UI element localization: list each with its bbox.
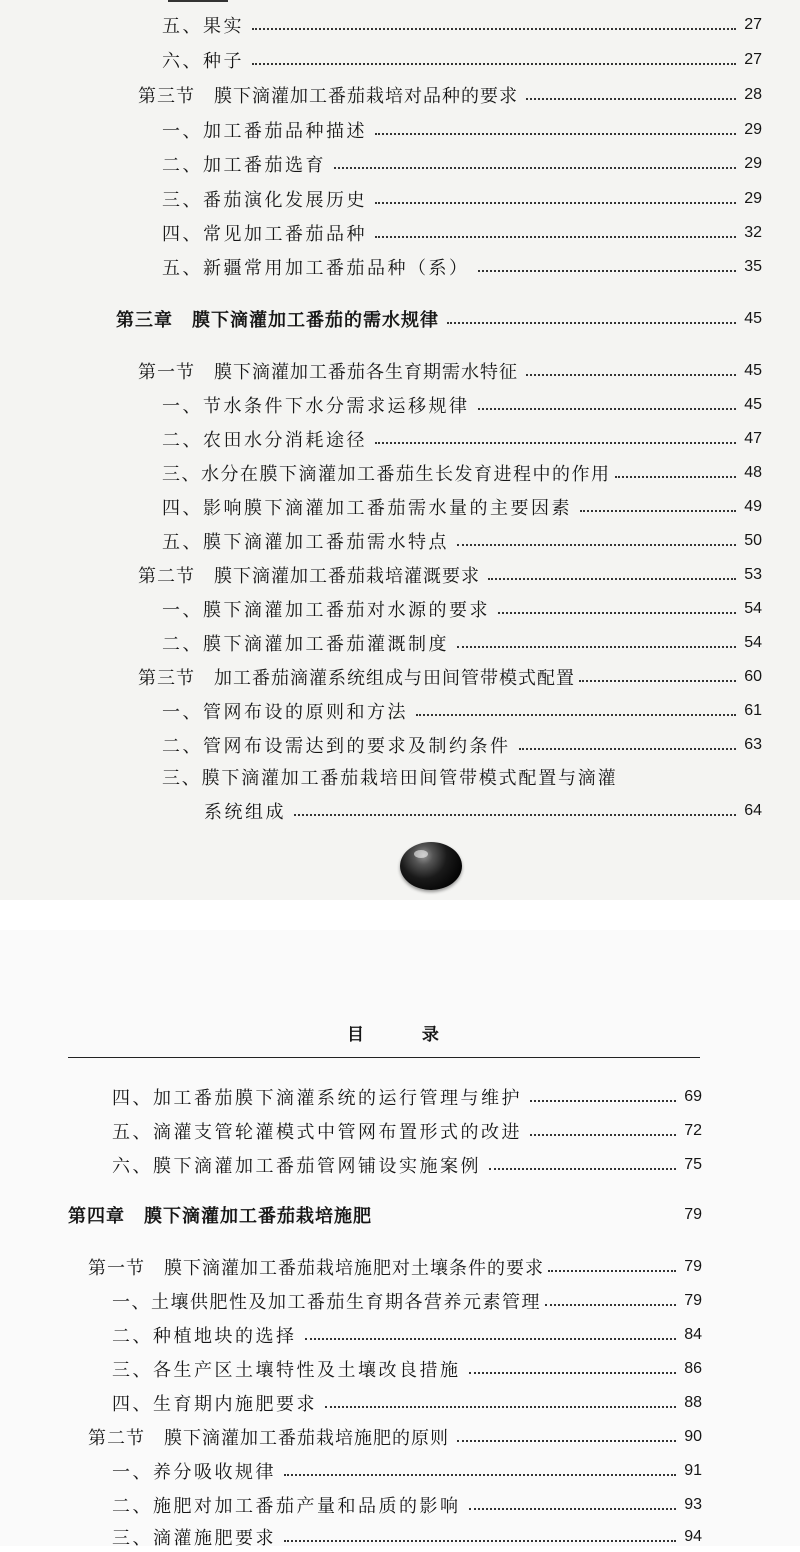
toc-entry-title: 二、管网布设需达到的要求及制约条件 bbox=[162, 736, 511, 757]
toc-entry-title: 一、膜下滴灌加工番茄对水源的要求 bbox=[162, 600, 490, 621]
toc-section bbox=[138, 662, 762, 692]
toc-entry-title: 一、加工番茄品种描述 bbox=[162, 121, 367, 142]
toc-entry-title: 六、种子 bbox=[162, 51, 244, 72]
dot-leader bbox=[519, 748, 737, 750]
toc-entry bbox=[162, 115, 762, 145]
toc-chapter bbox=[68, 1200, 702, 1230]
dot-leader bbox=[375, 236, 736, 238]
dot-leader bbox=[284, 1540, 676, 1542]
toc-section bbox=[138, 560, 762, 590]
toc-entry-title: 五、膜下滴灌加工番茄需水特点 bbox=[162, 532, 449, 553]
page-gap bbox=[0, 900, 800, 930]
dot-leader bbox=[526, 98, 736, 100]
toc-entry bbox=[112, 1456, 702, 1486]
dot-leader bbox=[284, 1474, 676, 1476]
toc-entry-page: 49 bbox=[744, 498, 762, 515]
toc-section-title: 第二节 膜下滴灌加工番茄栽培施肥的原则 bbox=[88, 1428, 449, 1449]
toc-entry bbox=[112, 1116, 702, 1146]
toc-chapter-title: 第四章 膜下滴灌加工番茄栽培施肥 bbox=[68, 1206, 372, 1227]
dot-leader bbox=[488, 578, 736, 580]
header-rule bbox=[68, 1057, 700, 1058]
toc-section-page: 79 bbox=[684, 1258, 702, 1275]
dot-leader bbox=[498, 612, 736, 614]
dot-leader bbox=[545, 1304, 676, 1306]
dot-leader bbox=[478, 270, 737, 272]
toc-entry-page: 29 bbox=[744, 121, 762, 138]
dot-leader bbox=[530, 1134, 676, 1136]
toc-entry-title: 三、各生产区土壤特性及土壤改良措施 bbox=[112, 1360, 461, 1381]
dot-leader bbox=[580, 510, 736, 512]
toc-entry bbox=[112, 1286, 702, 1316]
toc-entry bbox=[162, 594, 762, 624]
toc-entry-page: 32 bbox=[744, 224, 762, 241]
toc-entry bbox=[112, 1388, 702, 1418]
toc-entry-page: 69 bbox=[684, 1088, 702, 1105]
toc-entry bbox=[162, 730, 762, 760]
toc-entry bbox=[112, 1320, 702, 1350]
dot-leader bbox=[375, 202, 736, 204]
dot-leader bbox=[478, 408, 737, 410]
dot-leader bbox=[526, 374, 736, 376]
toc-entry-title: 三、膜下滴灌加工番茄栽培田间管带模式配置与滴灌 bbox=[162, 768, 618, 789]
toc-entry bbox=[162, 218, 762, 248]
toc-entry-continuation bbox=[204, 796, 762, 826]
toc-entry-page: 94 bbox=[684, 1528, 702, 1545]
black-bead-decoration bbox=[400, 842, 462, 890]
toc-section-page: 90 bbox=[684, 1428, 702, 1445]
toc-entry bbox=[162, 149, 762, 179]
toc-entry bbox=[162, 762, 762, 792]
toc-entry-page: 45 bbox=[744, 396, 762, 413]
dot-leader bbox=[469, 1508, 677, 1510]
toc-section bbox=[138, 356, 762, 386]
dot-leader bbox=[375, 442, 736, 444]
toc-entry-page: 29 bbox=[744, 190, 762, 207]
toc-entry-title: 六、膜下滴灌加工番茄管网铺设实施案例 bbox=[112, 1156, 481, 1177]
toc-section-page: 45 bbox=[744, 362, 762, 379]
toc-entry bbox=[162, 10, 762, 40]
toc-entry bbox=[112, 1522, 702, 1552]
toc-entry-page: 27 bbox=[744, 51, 762, 68]
dot-leader bbox=[416, 714, 736, 716]
toc-entry-page: 61 bbox=[744, 702, 762, 719]
toc-entry bbox=[162, 696, 762, 726]
dot-leader bbox=[489, 1168, 676, 1170]
toc-entry-page: 84 bbox=[684, 1326, 702, 1343]
toc-section-title: 第一节 膜下滴灌加工番茄各生育期需水特征 bbox=[138, 362, 518, 383]
toc-entry-page: 54 bbox=[744, 634, 762, 651]
dot-leader bbox=[375, 133, 736, 135]
toc-entry bbox=[112, 1082, 702, 1112]
toc-entry-title: 四、影响膜下滴灌加工番茄需水量的主要因素 bbox=[162, 498, 572, 519]
dot-leader bbox=[615, 476, 737, 478]
page-header-title: 目 录 bbox=[347, 1025, 465, 1045]
toc-section-title: 第二节 膜下滴灌加工番茄栽培灌溉要求 bbox=[138, 566, 480, 587]
dot-leader bbox=[294, 814, 736, 816]
toc-chapter-page: 45 bbox=[744, 310, 762, 327]
toc-entry bbox=[112, 1354, 702, 1384]
dot-leader bbox=[579, 680, 736, 682]
toc-entry-title: 三、番茄演化发展历史 bbox=[162, 190, 367, 211]
toc-entry-page: 63 bbox=[744, 736, 762, 753]
toc-entry-title: 一、管网布设的原则和方法 bbox=[162, 702, 408, 723]
toc-entry-page: 64 bbox=[744, 802, 762, 819]
toc-chapter bbox=[116, 304, 762, 334]
dot-leader bbox=[380, 1218, 676, 1220]
toc-entry-page: 79 bbox=[684, 1292, 702, 1309]
toc-entry-page: 86 bbox=[684, 1360, 702, 1377]
toc-entry-title: 四、生育期内施肥要求 bbox=[112, 1394, 317, 1415]
toc-entry bbox=[162, 390, 762, 420]
dot-leader bbox=[457, 646, 736, 648]
toc-entry-page: 72 bbox=[684, 1122, 702, 1139]
toc-entry bbox=[162, 458, 762, 488]
dot-leader bbox=[305, 1338, 677, 1340]
dot-leader bbox=[457, 544, 736, 546]
toc-entry bbox=[112, 1490, 702, 1520]
toc-section-page: 53 bbox=[744, 566, 762, 583]
toc-entry-title: 一、节水条件下水分需求运移规律 bbox=[162, 396, 470, 417]
toc-entry-title: 一、养分吸收规律 bbox=[112, 1462, 276, 1483]
toc-entry-title: 二、种植地块的选择 bbox=[112, 1326, 297, 1347]
toc-section-page: 60 bbox=[744, 668, 762, 685]
toc-entry-page: 54 bbox=[744, 600, 762, 617]
toc-chapter-title: 第三章 膜下滴灌加工番茄的需水规律 bbox=[116, 310, 439, 331]
cropped-text-fragment bbox=[168, 0, 228, 10]
toc-entry-title: 三、水分在膜下滴灌加工番茄生长发育进程中的作用 bbox=[162, 464, 611, 485]
toc-entry-title: 系统组成 bbox=[204, 802, 286, 823]
dot-leader bbox=[325, 1406, 676, 1408]
toc-entry bbox=[162, 628, 762, 658]
toc-entry-title: 五、新疆常用加工番茄品种（系） bbox=[162, 258, 470, 279]
toc-entry-page: 27 bbox=[744, 16, 762, 33]
toc-entry-title: 五、果实 bbox=[162, 16, 244, 37]
toc-entry-page: 50 bbox=[744, 532, 762, 549]
dot-leader bbox=[334, 167, 736, 169]
toc-entry-page: 75 bbox=[684, 1156, 702, 1173]
toc-section-page: 28 bbox=[744, 86, 762, 103]
dot-leader bbox=[457, 1440, 676, 1442]
toc-section bbox=[138, 80, 762, 110]
toc-entry bbox=[162, 184, 762, 214]
toc-entry-title: 五、滴灌支管轮灌模式中管网布置形式的改进 bbox=[112, 1122, 522, 1143]
toc-entry-title: 二、施肥对加工番茄产量和品质的影响 bbox=[112, 1496, 461, 1517]
toc-entry-page: 93 bbox=[684, 1496, 702, 1513]
toc-entry-page: 48 bbox=[744, 464, 762, 481]
toc-entry-page: 47 bbox=[744, 430, 762, 447]
toc-section-title: 第三节 膜下滴灌加工番茄栽培对品种的要求 bbox=[138, 86, 518, 107]
toc-section bbox=[88, 1422, 702, 1452]
toc-entry bbox=[162, 252, 762, 282]
toc-entry bbox=[112, 1150, 702, 1180]
toc-entry-page: 35 bbox=[744, 258, 762, 275]
toc-entry-page: 88 bbox=[684, 1394, 702, 1411]
toc-entry-page: 29 bbox=[744, 155, 762, 172]
toc-section-title: 第一节 膜下滴灌加工番茄栽培施肥对土壤条件的要求 bbox=[88, 1258, 544, 1279]
toc-section-title: 第三节 加工番茄滴灌系统组成与田间管带模式配置 bbox=[138, 668, 575, 689]
toc-entry-title: 一、土壤供肥性及加工番茄生育期各营养元素管理 bbox=[112, 1292, 541, 1313]
toc-entry bbox=[162, 424, 762, 454]
toc-entry bbox=[162, 492, 762, 522]
toc-entry bbox=[162, 45, 762, 75]
toc-entry-title: 二、农田水分消耗途径 bbox=[162, 430, 367, 451]
dot-leader bbox=[530, 1100, 676, 1102]
dot-leader bbox=[252, 28, 736, 30]
toc-entry-title: 四、加工番茄膜下滴灌系统的运行管理与维护 bbox=[112, 1088, 522, 1109]
dot-leader bbox=[447, 322, 736, 324]
toc-chapter-page: 79 bbox=[684, 1206, 702, 1223]
toc-entry-title: 四、常见加工番茄品种 bbox=[162, 224, 367, 245]
toc-entry-title: 三、滴灌施肥要求 bbox=[112, 1528, 276, 1549]
toc-entry-page: 91 bbox=[684, 1462, 702, 1479]
dot-leader bbox=[469, 1372, 677, 1374]
dot-leader bbox=[548, 1270, 676, 1272]
toc-section bbox=[88, 1252, 702, 1282]
toc-entry-title: 二、加工番茄选育 bbox=[162, 155, 326, 176]
toc-entry-title: 二、膜下滴灌加工番茄灌溉制度 bbox=[162, 634, 449, 655]
toc-entry bbox=[162, 526, 762, 556]
dot-leader bbox=[252, 63, 736, 65]
